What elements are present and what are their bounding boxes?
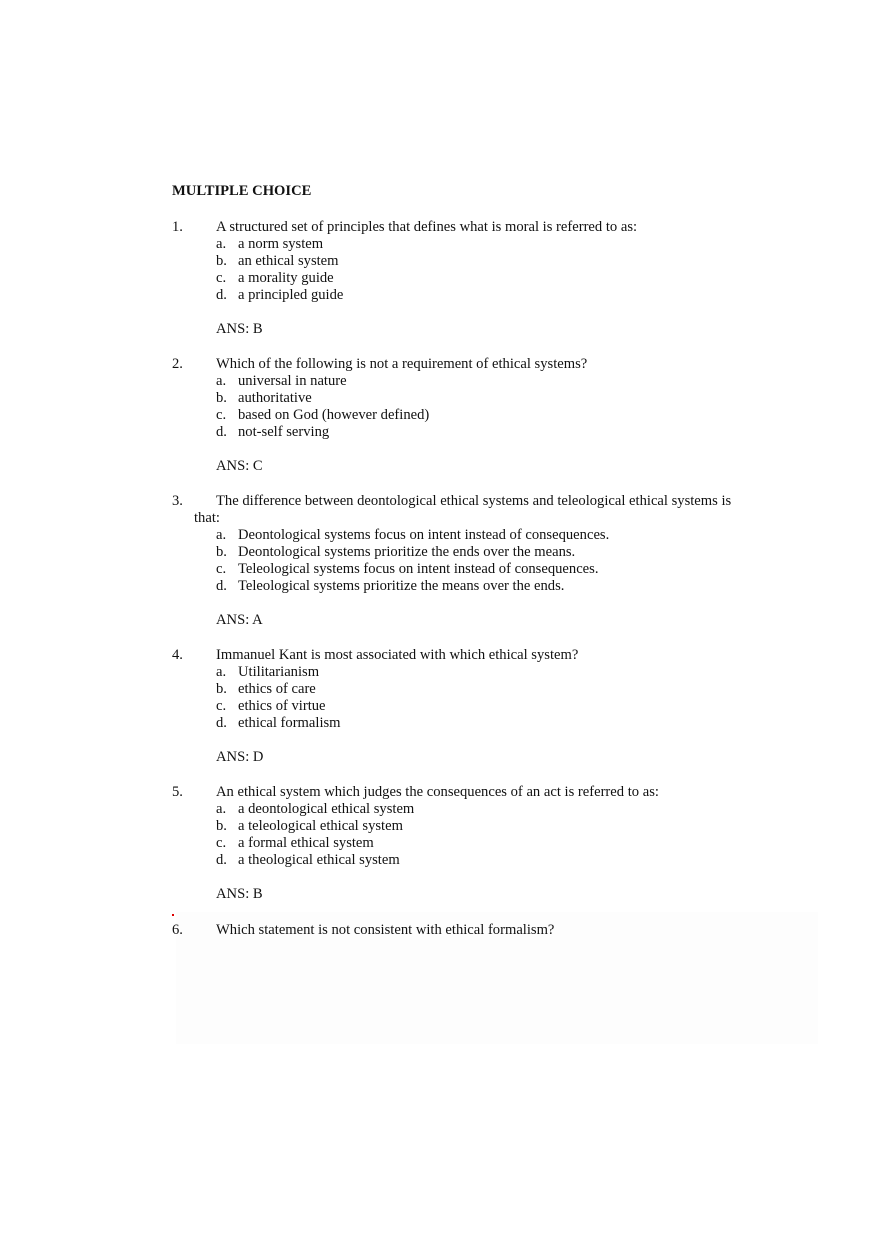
option-text: Deontological systems prioritize the ends over the means. — [238, 544, 576, 560]
question-number: 4. — [172, 647, 183, 663]
question-number: 6. — [172, 922, 183, 938]
answer-option — [172, 698, 772, 715]
option-text: Deontological systems focus on intent instead of consequences. — [238, 527, 610, 543]
option-letter: d. — [216, 852, 227, 868]
answer-option — [172, 287, 772, 304]
option-text: Utilitarianism — [238, 664, 320, 680]
option-text: ethics of care — [238, 681, 316, 697]
question-text: Immanuel Kant is most associated with which ethical system? — [216, 647, 579, 663]
option-letter: b. — [216, 681, 227, 697]
option-letter: a. — [216, 664, 227, 680]
option-text: based on God (however defined) — [238, 407, 430, 423]
question-text-continuation: that: — [194, 510, 220, 526]
question-number: 3. — [172, 493, 183, 509]
question-6 — [172, 922, 772, 939]
option-text: a norm system — [238, 236, 324, 252]
option-letter: a. — [216, 373, 227, 389]
option-letter: c. — [216, 835, 227, 851]
answer-key: ANS: C — [216, 458, 263, 474]
option-text: a theological ethical system — [238, 852, 400, 868]
option-letter: b. — [216, 390, 227, 406]
option-text: Teleological systems prioritize the means over the ends. — [238, 578, 565, 594]
option-text: ethical formalism — [238, 715, 341, 731]
answer-option — [172, 664, 772, 681]
answer-option — [172, 424, 772, 441]
option-text: a deontological ethical system — [238, 801, 415, 817]
question-text: Which statement is not consistent with ethical formalism? — [216, 922, 555, 938]
question-4 — [172, 647, 772, 766]
answer-key: ANS: D — [216, 749, 264, 765]
answer-option — [172, 373, 772, 390]
answer-option — [172, 715, 772, 732]
option-letter: c. — [216, 698, 227, 714]
option-letter: d. — [216, 287, 227, 303]
option-letter: d. — [216, 578, 227, 594]
question-text: Which of the following is not a requirement of ethical systems? — [216, 356, 588, 372]
option-text: not-self serving — [238, 424, 330, 440]
section-heading: MULTIPLE CHOICE — [172, 183, 312, 199]
question-3 — [172, 493, 772, 629]
question-number: 2. — [172, 356, 183, 372]
option-letter: d. — [216, 715, 227, 731]
answer-option — [172, 681, 772, 698]
answer-option — [172, 544, 772, 561]
question-text: A structured set of principles that defines what is moral is referred to as: — [216, 219, 638, 235]
option-text: universal in nature — [238, 373, 347, 389]
question-text: The difference between deontological ethical systems and teleological ethical systems is — [216, 493, 732, 509]
option-text: a formal ethical system — [238, 835, 374, 851]
answer-option — [172, 407, 772, 424]
answer-key: ANS: B — [216, 886, 263, 902]
question-2 — [172, 356, 772, 475]
answer-option — [172, 561, 772, 578]
answer-key: ANS: B — [216, 321, 263, 337]
option-letter: b. — [216, 544, 227, 560]
option-letter: c. — [216, 407, 227, 423]
option-letter: b. — [216, 253, 227, 269]
answer-option — [172, 852, 772, 869]
answer-option — [172, 578, 772, 595]
option-text: a principled guide — [238, 287, 344, 303]
red-mark — [172, 914, 174, 916]
option-letter: a. — [216, 236, 227, 252]
option-text: Teleological systems focus on intent instead of consequences. — [238, 561, 599, 577]
option-letter: b. — [216, 818, 227, 834]
question-text: An ethical system which judges the consequences of an act is referred to as: — [216, 784, 659, 800]
answer-option — [172, 270, 772, 287]
question-number: 5. — [172, 784, 183, 800]
option-text: ethics of virtue — [238, 698, 326, 714]
question-1 — [172, 219, 772, 338]
option-letter: d. — [216, 424, 227, 440]
option-letter: a. — [216, 527, 227, 543]
question-number: 1. — [172, 219, 183, 235]
answer-key: ANS: A — [216, 612, 263, 628]
option-text: authoritative — [238, 390, 312, 406]
option-text: an ethical system — [238, 253, 339, 269]
answer-option — [172, 818, 772, 835]
answer-option — [172, 253, 772, 270]
option-letter: c. — [216, 270, 227, 286]
option-text: a teleological ethical system — [238, 818, 403, 834]
answer-option — [172, 835, 772, 852]
question-5 — [172, 784, 772, 903]
answer-option — [172, 236, 772, 253]
option-letter: a. — [216, 801, 227, 817]
answer-option — [172, 390, 772, 407]
option-letter: c. — [216, 561, 227, 577]
answer-option — [172, 801, 772, 818]
answer-option — [172, 527, 772, 544]
option-text: a morality guide — [238, 270, 334, 286]
